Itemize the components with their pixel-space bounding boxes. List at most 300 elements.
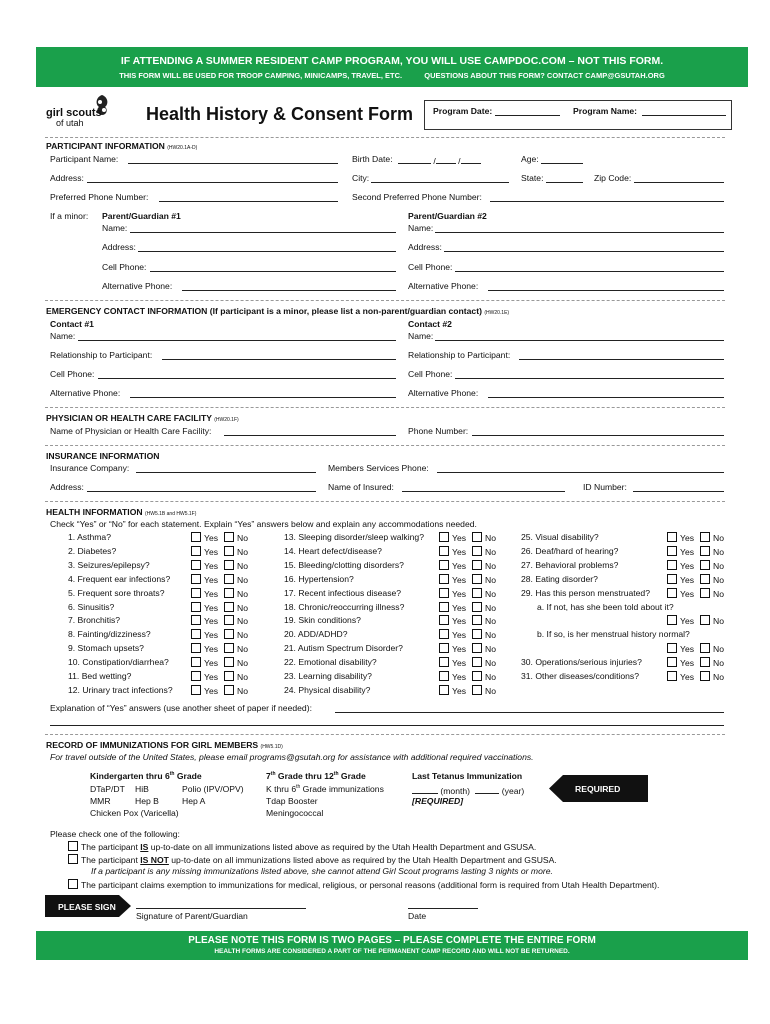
insurance-heading: INSURANCE INFORMATION bbox=[46, 451, 160, 461]
checkbox[interactable] bbox=[224, 602, 234, 612]
explanation-field[interactable] bbox=[335, 712, 724, 713]
no-label: No bbox=[713, 644, 724, 655]
yes-option[interactable] bbox=[191, 657, 218, 668]
top-banner bbox=[36, 47, 748, 87]
no-option[interactable] bbox=[472, 685, 496, 696]
city-field[interactable] bbox=[371, 182, 509, 183]
checkbox[interactable] bbox=[667, 657, 677, 667]
birth-date-field[interactable]: / / bbox=[398, 154, 481, 166]
no-option[interactable] bbox=[472, 574, 496, 585]
pg2-address-label: Address: bbox=[408, 242, 442, 252]
checkbox[interactable] bbox=[439, 657, 449, 667]
divider bbox=[45, 734, 725, 735]
yes-label: Yes bbox=[204, 644, 219, 655]
no-label: No bbox=[485, 672, 496, 682]
c1-alt-label: Alternative Phone: bbox=[50, 388, 121, 398]
imm-k6: K thru 6th Grade immunizations bbox=[266, 784, 384, 794]
physician-heading: PHYSICIAN OR HEALTH CARE FACILITY (HW20.1F) bbox=[46, 413, 239, 423]
state-field[interactable] bbox=[546, 182, 583, 183]
yes-label: Yes bbox=[452, 588, 467, 599]
checkbox[interactable] bbox=[191, 685, 201, 695]
no-option[interactable] bbox=[224, 657, 248, 668]
checkbox[interactable] bbox=[667, 560, 677, 570]
health-question: 9. Stomach upsets? bbox=[68, 643, 144, 654]
checkbox[interactable] bbox=[191, 588, 201, 598]
pg1-address-label: Address: bbox=[102, 242, 136, 252]
no-option[interactable] bbox=[700, 671, 724, 682]
checkbox[interactable] bbox=[68, 841, 78, 851]
checkbox[interactable] bbox=[439, 588, 449, 598]
yes-label: Yes bbox=[204, 560, 219, 571]
yes-option[interactable] bbox=[191, 671, 218, 682]
checkbox[interactable] bbox=[68, 879, 78, 889]
checkbox[interactable] bbox=[667, 532, 677, 542]
zip-field[interactable] bbox=[634, 182, 724, 183]
no-option[interactable] bbox=[224, 532, 248, 543]
physician-phone-field[interactable] bbox=[472, 435, 724, 436]
checkbox[interactable] bbox=[439, 629, 449, 639]
yes-option[interactable] bbox=[191, 574, 218, 585]
please-sign-badge bbox=[45, 895, 131, 917]
logo-line2: of utah bbox=[56, 118, 84, 128]
health-question: 10. Constipation/diarrhea? bbox=[68, 657, 169, 668]
no-label: No bbox=[485, 546, 496, 557]
checkbox[interactable] bbox=[439, 560, 449, 570]
yes-label: Yes bbox=[452, 574, 467, 585]
divider bbox=[45, 407, 725, 408]
checkbox[interactable] bbox=[224, 588, 234, 598]
yes-option[interactable] bbox=[439, 685, 466, 696]
pg2-cell-field[interactable] bbox=[455, 271, 724, 272]
physician-name-field[interactable] bbox=[224, 435, 396, 436]
yes-option[interactable] bbox=[439, 643, 466, 654]
checkbox[interactable] bbox=[224, 643, 234, 653]
yes-label: Yes bbox=[452, 533, 467, 543]
divider bbox=[45, 300, 725, 301]
program-name-field[interactable] bbox=[642, 115, 726, 116]
no-label: No bbox=[237, 602, 248, 613]
pg2-name-field[interactable] bbox=[435, 232, 724, 233]
health-question: 25. Visual disability? bbox=[521, 532, 599, 542]
ins-member-field[interactable] bbox=[437, 472, 724, 473]
checkbox[interactable] bbox=[439, 602, 449, 612]
yes-option[interactable] bbox=[191, 685, 218, 696]
yes-option[interactable] bbox=[667, 532, 694, 543]
bottom-banner bbox=[36, 931, 748, 960]
no-label: No bbox=[237, 658, 248, 669]
health-question: 16. Hypertension? bbox=[284, 573, 354, 584]
yes-label: Yes bbox=[204, 630, 219, 641]
checkbox[interactable] bbox=[439, 532, 449, 542]
checkbox[interactable] bbox=[191, 602, 201, 612]
pg2-name-label: Name: bbox=[408, 223, 434, 233]
no-option[interactable] bbox=[472, 532, 496, 543]
yes-option[interactable] bbox=[667, 560, 694, 571]
no-option[interactable] bbox=[224, 602, 248, 613]
yes-label: Yes bbox=[680, 574, 695, 585]
no-option[interactable] bbox=[224, 629, 248, 640]
if-minor-label: If a minor: bbox=[50, 211, 89, 221]
health-question: 4. Frequent ear infections? bbox=[68, 573, 171, 584]
yes-option[interactable] bbox=[439, 574, 466, 585]
checkbox[interactable] bbox=[439, 643, 449, 653]
c1-cell-field[interactable] bbox=[98, 378, 396, 379]
yes-option[interactable] bbox=[439, 602, 466, 613]
participant-name-label: Participant Name: bbox=[50, 154, 119, 164]
pg1-alt-field[interactable] bbox=[182, 290, 396, 291]
checkbox[interactable] bbox=[700, 560, 710, 570]
phone-field[interactable] bbox=[159, 201, 338, 202]
checkbox[interactable] bbox=[700, 671, 710, 681]
checkbox[interactable] bbox=[700, 588, 710, 598]
imm-polio: Polio (IPV/OPV) bbox=[182, 784, 244, 794]
checkbox[interactable] bbox=[472, 574, 482, 584]
pg1-cell-label: Cell Phone: bbox=[102, 262, 147, 272]
checkbox[interactable] bbox=[191, 560, 201, 570]
tetanus-heading: Last Tetanus Immunization bbox=[412, 771, 523, 781]
no-option[interactable] bbox=[700, 657, 724, 668]
no-option[interactable] bbox=[472, 671, 496, 682]
c1-rel-field[interactable] bbox=[162, 359, 396, 360]
checkbox[interactable] bbox=[700, 657, 710, 667]
yes-label: Yes bbox=[680, 616, 695, 627]
tetanus-required-note: [REQUIRED] bbox=[412, 796, 464, 806]
date-field[interactable] bbox=[408, 908, 478, 909]
no-label: No bbox=[713, 574, 724, 585]
no-label: No bbox=[485, 560, 496, 571]
yes-option[interactable] bbox=[191, 643, 218, 654]
checkbox[interactable] bbox=[224, 671, 234, 681]
checkbox[interactable] bbox=[191, 532, 201, 542]
health-question: 7. Bronchitis? bbox=[68, 615, 121, 626]
health-question: 20. ADD/ADHD? bbox=[284, 629, 348, 640]
health-instructions: Check “Yes” or “No” for each statement. Explain “Yes” answers below and explain any accommodations needed. bbox=[50, 519, 477, 529]
ins-address-field[interactable] bbox=[87, 491, 316, 492]
ins-company-field[interactable] bbox=[136, 472, 316, 473]
yes-label: Yes bbox=[452, 658, 467, 669]
address-label: Address: bbox=[50, 173, 84, 183]
divider bbox=[45, 137, 725, 138]
checkbox[interactable] bbox=[667, 574, 677, 584]
yes-option[interactable] bbox=[439, 588, 466, 599]
yes-label: Yes bbox=[680, 658, 695, 669]
c1-rel-label: Relationship to Participant: bbox=[50, 350, 153, 360]
yes-option[interactable] bbox=[439, 671, 466, 682]
no-label: No bbox=[237, 533, 248, 543]
pg1-heading: Parent/Guardian #1 bbox=[102, 211, 181, 221]
checkbox[interactable] bbox=[472, 546, 482, 556]
checkbox[interactable] bbox=[700, 574, 710, 584]
health-question: 12. Urinary tract infections? bbox=[68, 684, 173, 695]
yes-option[interactable] bbox=[191, 588, 218, 599]
no-option[interactable] bbox=[224, 560, 248, 571]
participant-name-field[interactable] bbox=[128, 163, 338, 164]
pg2-address-field[interactable] bbox=[444, 251, 724, 252]
checkbox[interactable] bbox=[472, 615, 482, 625]
health-question: 22. Emotional disability? bbox=[284, 657, 377, 668]
c2-cell-field[interactable] bbox=[455, 378, 724, 379]
date-label: Date bbox=[408, 911, 427, 921]
checkbox[interactable] bbox=[472, 685, 482, 695]
c2-cell-label: Cell Phone: bbox=[408, 369, 453, 379]
yes-label: Yes bbox=[204, 533, 219, 543]
no-label: No bbox=[485, 685, 496, 696]
required-badge-label: REQUIRED bbox=[575, 784, 621, 794]
health-question: 17. Recent infectious disease? bbox=[284, 587, 402, 598]
yes-option[interactable] bbox=[667, 546, 694, 557]
health-heading: HEALTH INFORMATION (HW5.1B and HW5.1F) bbox=[46, 507, 197, 517]
c1-alt-field[interactable] bbox=[130, 397, 396, 398]
no-option[interactable] bbox=[472, 643, 496, 654]
checkbox[interactable] bbox=[472, 657, 482, 667]
grade7-heading: 7th Grade thru 12th Grade bbox=[266, 771, 366, 781]
pg1-address-field[interactable] bbox=[138, 251, 396, 252]
no-option[interactable] bbox=[224, 685, 248, 696]
no-option[interactable] bbox=[700, 643, 724, 654]
no-option[interactable] bbox=[700, 574, 724, 585]
age-field[interactable] bbox=[541, 163, 583, 164]
no-label: No bbox=[713, 546, 724, 557]
participant-heading: PARTICIPANT INFORMATION (HW20.1A-D) bbox=[46, 141, 198, 151]
checkbox[interactable] bbox=[439, 685, 449, 695]
imm-mmr: MMR bbox=[90, 796, 111, 806]
yes-label: Yes bbox=[452, 644, 467, 655]
health-question: 31. Other diseases/conditions? bbox=[521, 671, 639, 681]
program-box bbox=[424, 100, 732, 130]
checkbox[interactable] bbox=[191, 574, 201, 584]
no-option[interactable] bbox=[472, 546, 496, 557]
no-label: No bbox=[237, 685, 248, 696]
travel-note: For travel outside of the United States, please email programs@gsutah.org for assistance with additional required vaccinations. bbox=[50, 752, 534, 762]
ins-address-label: Address: bbox=[50, 482, 84, 492]
no-option[interactable] bbox=[224, 615, 248, 626]
yes-option[interactable] bbox=[191, 532, 218, 543]
checkbox[interactable] bbox=[224, 629, 234, 639]
checkbox[interactable] bbox=[191, 615, 201, 625]
no-option[interactable] bbox=[224, 546, 248, 557]
yes-option[interactable] bbox=[667, 657, 694, 668]
c2-alt-label: Alternative Phone: bbox=[408, 388, 479, 398]
checkbox[interactable] bbox=[667, 615, 677, 625]
program-date-field[interactable] bbox=[495, 115, 560, 116]
yes-option[interactable] bbox=[667, 671, 694, 682]
no-label: No bbox=[237, 546, 248, 557]
checkbox[interactable] bbox=[191, 546, 201, 556]
yes-option[interactable] bbox=[667, 588, 694, 599]
no-label: No bbox=[237, 574, 248, 585]
checkbox[interactable] bbox=[667, 643, 677, 653]
opt-exemption[interactable]: The participant claims exemption to immunizations for medical, religious, or personal reasons (additional form is required from Utah Health Department). bbox=[68, 879, 659, 890]
no-option[interactable] bbox=[472, 588, 496, 599]
immunization-heading: RECORD OF IMMUNIZATIONS FOR GIRL MEMBERS (HW5.1D) bbox=[46, 740, 283, 750]
pg1-name-field[interactable] bbox=[130, 232, 396, 233]
no-option[interactable] bbox=[700, 615, 724, 626]
divider bbox=[45, 445, 725, 446]
no-option[interactable] bbox=[224, 643, 248, 654]
no-label: No bbox=[485, 616, 496, 627]
no-label: No bbox=[713, 560, 724, 571]
no-label: No bbox=[485, 533, 496, 543]
c1-name-label: Name: bbox=[50, 331, 76, 341]
signature-field[interactable] bbox=[136, 908, 306, 909]
form-title: Health History & Consent Form bbox=[146, 104, 414, 124]
c2-name-field[interactable] bbox=[435, 340, 724, 341]
signature-label: Signature of Parent/Guardian bbox=[136, 911, 248, 921]
yes-option[interactable] bbox=[191, 602, 218, 613]
ins-insured-field[interactable] bbox=[402, 491, 565, 492]
checkbox[interactable] bbox=[472, 671, 482, 681]
state-label: State: bbox=[521, 173, 544, 183]
checkbox[interactable] bbox=[439, 574, 449, 584]
checkbox[interactable] bbox=[472, 532, 482, 542]
checkbox[interactable] bbox=[224, 532, 234, 542]
no-option[interactable] bbox=[224, 588, 248, 599]
health-question: 28. Eating disorder? bbox=[521, 573, 598, 584]
checkbox[interactable] bbox=[439, 671, 449, 681]
checkbox[interactable] bbox=[700, 546, 710, 556]
pg1-alt-label: Alternative Phone: bbox=[102, 281, 173, 291]
explanation-field-2[interactable] bbox=[50, 725, 724, 726]
opt-not-note: If a participant is any missing immunizations listed above, she cannot attend Girl Scout programs lasting 3 nights or more. bbox=[91, 866, 553, 876]
no-label: No bbox=[485, 658, 496, 669]
checkbox[interactable] bbox=[472, 602, 482, 612]
yes-option[interactable] bbox=[667, 615, 694, 626]
tetanus-fields[interactable]: (month) (year) bbox=[412, 784, 524, 796]
health-question: a. If not, has she been told about it? bbox=[537, 601, 674, 612]
health-question: 18. Chronic/reoccurring illness? bbox=[284, 601, 405, 612]
address-field[interactable] bbox=[87, 182, 338, 183]
checkbox[interactable] bbox=[700, 532, 710, 542]
yes-option[interactable] bbox=[191, 629, 218, 640]
no-label: No bbox=[237, 672, 248, 682]
checkbox[interactable] bbox=[191, 671, 201, 681]
top-banner-line1: IF ATTENDING A SUMMER RESIDENT CAMP PROGRAM, YOU WILL USE CAMPDOC.COM – NOT THIS FORM. bbox=[120, 55, 664, 67]
checkbox[interactable] bbox=[68, 854, 78, 864]
checkbox[interactable] bbox=[667, 671, 677, 681]
no-option[interactable] bbox=[472, 615, 496, 626]
yes-label: Yes bbox=[680, 546, 695, 557]
ins-company-label: Insurance Company: bbox=[50, 463, 130, 473]
checkbox[interactable] bbox=[224, 657, 234, 667]
no-option[interactable] bbox=[700, 560, 724, 571]
imm-hepa: Hep A bbox=[182, 796, 206, 806]
no-label: No bbox=[237, 616, 248, 627]
checkbox[interactable] bbox=[191, 629, 201, 639]
no-option[interactable] bbox=[472, 560, 496, 571]
yes-label: Yes bbox=[204, 574, 219, 585]
phone2-label: Second Preferred Phone Number: bbox=[352, 192, 482, 202]
no-label: No bbox=[485, 630, 496, 641]
pg2-cell-label: Cell Phone: bbox=[408, 262, 453, 272]
checkbox[interactable] bbox=[472, 643, 482, 653]
opt-up-to-date[interactable]: The participant IS up-to-date on all immunizations listed above as required by the Utah Health Department and GSUSA. bbox=[68, 841, 536, 852]
bottom-banner-line2: HEALTH FORMS ARE CONSIDERED A PART OF THE PERMANENT CAMP RECORD AND WILL NOT BE RETURNED. bbox=[214, 948, 570, 955]
yes-label: Yes bbox=[452, 560, 467, 571]
city-label: City: bbox=[352, 173, 370, 183]
checkbox[interactable] bbox=[224, 685, 234, 695]
yes-label: Yes bbox=[680, 644, 695, 655]
yes-option[interactable] bbox=[191, 615, 218, 626]
checkbox[interactable] bbox=[439, 615, 449, 625]
no-option[interactable] bbox=[224, 574, 248, 585]
checkbox[interactable] bbox=[224, 560, 234, 570]
checkbox[interactable] bbox=[667, 546, 677, 556]
checkbox[interactable] bbox=[700, 643, 710, 653]
checkbox[interactable] bbox=[191, 657, 201, 667]
health-question: 27. Behavioral problems? bbox=[521, 559, 619, 570]
checkbox[interactable] bbox=[667, 588, 677, 598]
pg1-cell-field[interactable] bbox=[150, 271, 396, 272]
phone-label: Preferred Phone Number: bbox=[50, 192, 149, 202]
health-question: 29. Has this person menstruated? bbox=[521, 587, 650, 598]
yes-label: Yes bbox=[680, 588, 695, 599]
imm-hib: HiB bbox=[135, 784, 149, 794]
c2-alt-field[interactable] bbox=[488, 397, 724, 398]
checkbox[interactable] bbox=[191, 643, 201, 653]
health-question: 1. Asthma? bbox=[68, 532, 111, 542]
yes-option[interactable] bbox=[439, 532, 466, 543]
no-option[interactable] bbox=[472, 657, 496, 668]
yes-label: Yes bbox=[680, 560, 695, 571]
yes-label: Yes bbox=[452, 602, 467, 613]
checkbox[interactable] bbox=[700, 615, 710, 625]
ins-id-field[interactable] bbox=[633, 491, 724, 492]
checkbox[interactable] bbox=[224, 615, 234, 625]
no-option[interactable] bbox=[472, 629, 496, 640]
checkbox[interactable] bbox=[472, 588, 482, 598]
checkbox[interactable] bbox=[439, 546, 449, 556]
checkbox[interactable] bbox=[472, 629, 482, 639]
no-option[interactable] bbox=[700, 588, 724, 599]
no-label: No bbox=[237, 630, 248, 641]
zip-label: Zip Code: bbox=[594, 173, 632, 183]
imm-varicella: Chicken Pox (Varicella) bbox=[90, 808, 179, 818]
health-question: 19. Skin conditions? bbox=[284, 615, 361, 626]
pg1-name-label: Name: bbox=[102, 223, 128, 233]
no-option[interactable] bbox=[224, 671, 248, 682]
imm-mening: Meningococcal bbox=[266, 808, 324, 818]
checkbox[interactable] bbox=[224, 546, 234, 556]
no-option[interactable] bbox=[700, 546, 724, 557]
checkbox[interactable] bbox=[472, 560, 482, 570]
phone2-field[interactable] bbox=[490, 201, 724, 202]
yes-option[interactable] bbox=[667, 574, 694, 585]
yes-option[interactable] bbox=[439, 629, 466, 640]
opt-not-up-to-date[interactable]: The participant IS NOT up-to-date on all immunizations listed above as required by the Utah Health Department and GSUSA. bbox=[68, 854, 557, 865]
yes-option[interactable] bbox=[191, 560, 218, 571]
c1-name-field[interactable] bbox=[78, 340, 396, 341]
no-option[interactable] bbox=[472, 602, 496, 613]
yes-option[interactable] bbox=[191, 546, 218, 557]
required-badge bbox=[549, 775, 648, 802]
c2-rel-field[interactable] bbox=[519, 359, 724, 360]
health-question: 2. Diabetes? bbox=[68, 545, 117, 556]
physician-phone-label: Phone Number: bbox=[408, 426, 469, 436]
yes-label: Yes bbox=[204, 546, 219, 557]
c2-name-label: Name: bbox=[408, 331, 434, 341]
pg2-alt-field[interactable] bbox=[488, 290, 724, 291]
yes-option[interactable] bbox=[667, 643, 694, 654]
yes-option[interactable] bbox=[439, 546, 466, 557]
checkbox[interactable] bbox=[224, 574, 234, 584]
yes-option[interactable] bbox=[439, 657, 466, 668]
explanation-label: Explanation of “Yes” answers (use another sheet of paper if needed): bbox=[50, 703, 312, 713]
yes-option[interactable] bbox=[439, 615, 466, 626]
no-option[interactable] bbox=[700, 532, 724, 543]
top-banner-line2b: QUESTIONS ABOUT THIS FORM? CONTACT CAMP@GSUTAH.ORG bbox=[424, 71, 665, 80]
yes-option[interactable] bbox=[439, 560, 466, 571]
ins-member-label: Members Services Phone: bbox=[328, 463, 429, 473]
